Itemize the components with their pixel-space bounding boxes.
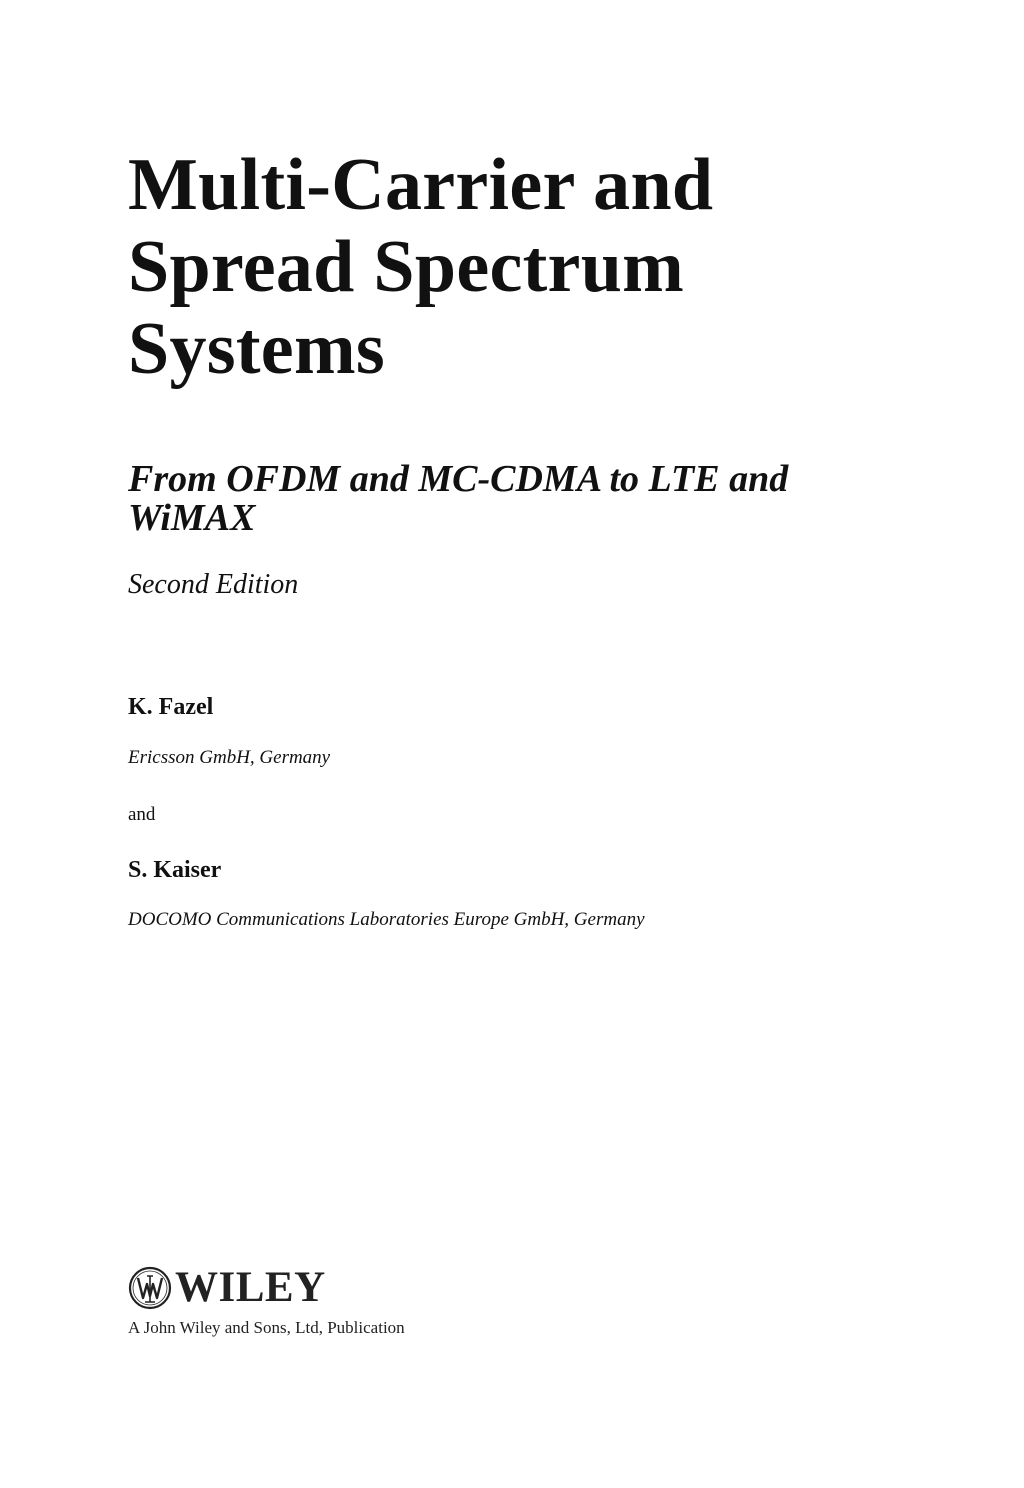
book-subtitle-line-2: WiMAX xyxy=(128,497,256,539)
publisher-block xyxy=(128,1265,548,1339)
publisher-line: A John Wiley and Sons, Ltd, Publication xyxy=(128,1318,405,1337)
book-title-line-1: Multi-Carrier and xyxy=(128,144,714,226)
publisher-logo xyxy=(128,1265,548,1311)
wiley-emblem-icon xyxy=(128,1266,172,1310)
author-conjunction: and xyxy=(128,804,156,825)
book-title-line-3: Systems xyxy=(128,308,385,390)
author-name-2: S. Kaiser xyxy=(128,857,222,883)
author-affiliation-2: DOCOMO Communications Laboratories Europe GmbH, Germany xyxy=(128,909,645,930)
author-name-1: K. Fazel xyxy=(128,694,214,720)
author-affiliation-1: Ericsson GmbH, Germany xyxy=(128,747,331,768)
book-subtitle-line-1: From OFDM and MC-CDMA to LTE and xyxy=(128,458,789,500)
book-title-line-2: Spread Spectrum xyxy=(128,226,685,308)
publisher-logo-text: WILEY xyxy=(175,1264,326,1311)
book-title xyxy=(128,144,948,390)
book-subtitle xyxy=(128,460,948,538)
edition: Second Edition xyxy=(128,569,299,600)
